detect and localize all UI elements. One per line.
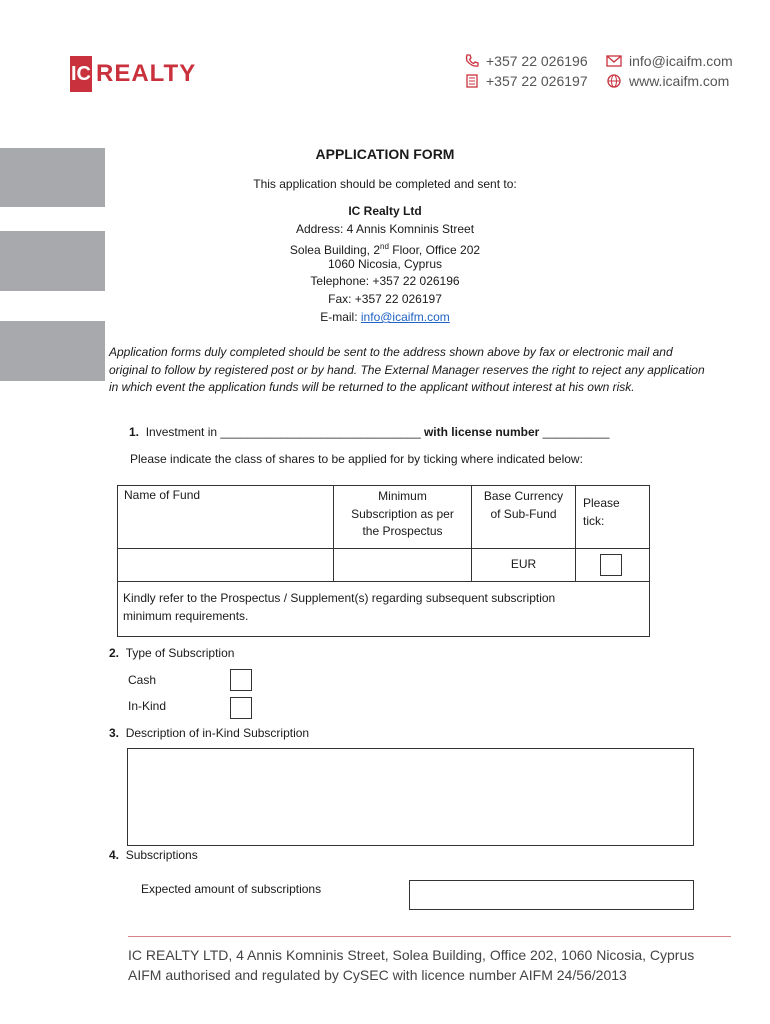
company-name: IC Realty Ltd (348, 204, 422, 218)
company-logo (70, 56, 196, 92)
globe-icon (605, 73, 623, 89)
address-fax: Fax: +357 22 026197 (328, 292, 442, 306)
form-title: APPLICATION FORM (315, 146, 455, 162)
notice-paragraph: Application forms duly completed should be sent to the address shown above by fax or electronic mail and original to follow by registered post or by hand. The External Manager reserves the right to reject any application in which event the application funds will be returned to the applicant without interest at his own risk. (109, 345, 705, 395)
section-3-heading: 3. Description of in-Kind Subscription (109, 726, 310, 740)
header-phone-2: +357 22 026197 (464, 73, 588, 89)
footer-divider (128, 936, 731, 937)
side-tab-3 (0, 321, 105, 381)
email-link[interactable]: info@icaifm.com (360, 310, 450, 324)
col-currency-header: Base Currency of Sub-Fund (483, 489, 564, 521)
footer-line-2: AIFM authorised and regulated by CySEC with licence number AIFM 24/56/2013 (128, 967, 627, 983)
share-class-table (117, 485, 650, 637)
section-4-heading: 4. Subscriptions (109, 848, 198, 862)
address-telephone: Telephone: +357 22 026196 (310, 274, 460, 288)
header-phone-1: +357 22 026196 (464, 53, 588, 69)
footer-line-1: IC REALTY LTD, 4 Annis Komninis Street, Solea Building, Office 202, 1060 Nicosia, Cyprus (128, 947, 695, 963)
currency-cell: EUR (510, 557, 537, 571)
fund-name-cell[interactable] (118, 549, 333, 581)
col-min-header: Minimum Subscription as per the Prospectus (351, 489, 454, 538)
min-subscription-cell[interactable] (334, 549, 471, 581)
share-class-checkbox[interactable] (600, 554, 622, 576)
section-2-heading: 2. Type of Subscription (109, 646, 235, 660)
cash-checkbox[interactable] (230, 669, 252, 691)
phone-icon (464, 53, 480, 69)
col-fund-header: Name of Fund (124, 488, 201, 502)
address-street: Address: 4 Annis Komninis Street (295, 222, 475, 236)
section-1-heading: 1. Investment in ______________________________ with license number __________ (129, 425, 610, 439)
expected-amount-label: Expected amount of subscriptions (141, 882, 322, 896)
logo-text: REALTY (96, 60, 197, 87)
expected-amount-input[interactable] (409, 880, 694, 910)
address-email: E-mail: info@icaifm.com (320, 310, 450, 324)
header-website[interactable]: www.icaifm.com (605, 73, 729, 89)
section-1-instruction: Please indicate the class of shares to be applied for by ticking where indicated below: (130, 452, 583, 466)
inkind-checkbox[interactable] (230, 697, 252, 719)
inkind-description-textarea[interactable] (127, 748, 694, 846)
header-email[interactable]: info@icaifm.com (605, 53, 733, 69)
form-intro: This application should be completed and sent to: (253, 177, 517, 191)
license-number-blank[interactable]: __________ (542, 425, 610, 439)
option-cash-label: Cash (128, 673, 157, 687)
table-note: Kindly refer to the Prospectus / Supplement(s) regarding subsequent subscription minimum requirements. (123, 591, 556, 623)
fund-name-blank[interactable]: ______________________________ (220, 425, 421, 439)
logo-box: IC (70, 56, 92, 92)
col-tick-header: Please tick: (583, 496, 620, 528)
envelope-icon (605, 53, 623, 69)
fax-icon (464, 73, 480, 89)
option-inkind-label: In-Kind (128, 699, 167, 713)
address-city: 1060 Nicosia, Cyprus (327, 257, 443, 271)
address-building: Solea Building, 2nd Floor, Office 202 (289, 242, 481, 257)
